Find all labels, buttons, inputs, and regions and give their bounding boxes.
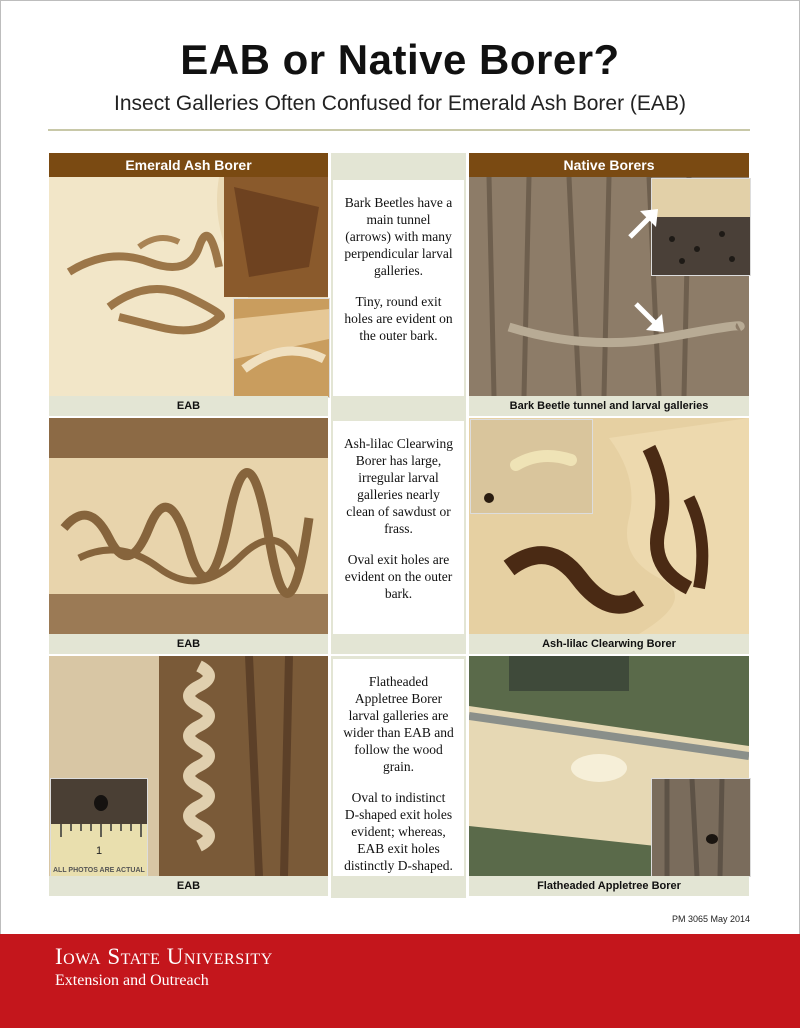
description-row-2-paragraph-1: Ash-lilac Clearwing Borer has large, irregular larval galleries nearly clean of sawdust or frass. [343,436,454,536]
title-divider [48,129,750,131]
caption-eab-row-2: EAB [49,634,328,654]
description-row-1-paragraph-2: Tiny, round exit holes are evident on the outer bark. [344,294,453,343]
description-row-1-paragraph-1: Bark Beetles have a main tunnel (arrows) with many perpendicular larval galleries. [344,195,453,278]
page-title: EAB or Native Borer? [180,36,620,83]
arrow-icon [626,205,662,241]
clearwing-larva-inset [470,419,593,514]
university-logo[interactable] [55,944,273,990]
svg-text:1: 1 [95,845,103,857]
description-row-1 [333,180,464,396]
center-header-strip [331,153,466,177]
department-name: Extension and Outreach [55,972,209,989]
caption-eab-row-1: EAB [49,396,328,416]
flatheaded-exit-hole-inset [651,778,751,877]
left-column-header: Emerald Ash Borer [49,153,328,177]
bark-beetle-exit-holes-inset [651,178,751,276]
page-subtitle: Insect Galleries Often Confused for Emerald Ash Borer (EAB) [114,92,686,115]
footer-bar [0,934,800,1028]
photo-credit: ALL PHOTOS ARE ACTUAL [53,867,145,874]
caption-clearwing-borer: Ash-lilac Clearwing Borer [469,634,749,654]
caption-eab-row-3: EAB [49,876,328,896]
university-name: Iowa State University [55,944,273,969]
eab-exit-hole-ruler-inset [50,778,148,877]
caption-flatheaded-borer: Flatheaded Appletree Borer [469,876,749,896]
description-row-2-paragraph-2: Oval exit holes are evident on the outer bark. [344,552,453,601]
eab-larva-inset-1 [233,298,330,398]
caption-bark-beetle: Bark Beetle tunnel and larval galleries [469,396,749,416]
description-row-3-paragraph-2: Oval to indistinct D-shaped exit holes evident; whereas, EAB exit holes distinctly D-shaped. [344,790,453,873]
arrow-icon [632,300,668,336]
description-row-3-paragraph-1: Flatheaded Appletree Borer larval galleries are wider than EAB and follow the wood grain. [343,674,454,774]
description-row-2 [333,421,464,634]
right-column-header: Native Borers [469,153,749,177]
description-row-3 [333,659,464,876]
eab-gallery-photo-2 [49,418,328,634]
publication-number: PM 3065 May 2014 [671,914,750,924]
